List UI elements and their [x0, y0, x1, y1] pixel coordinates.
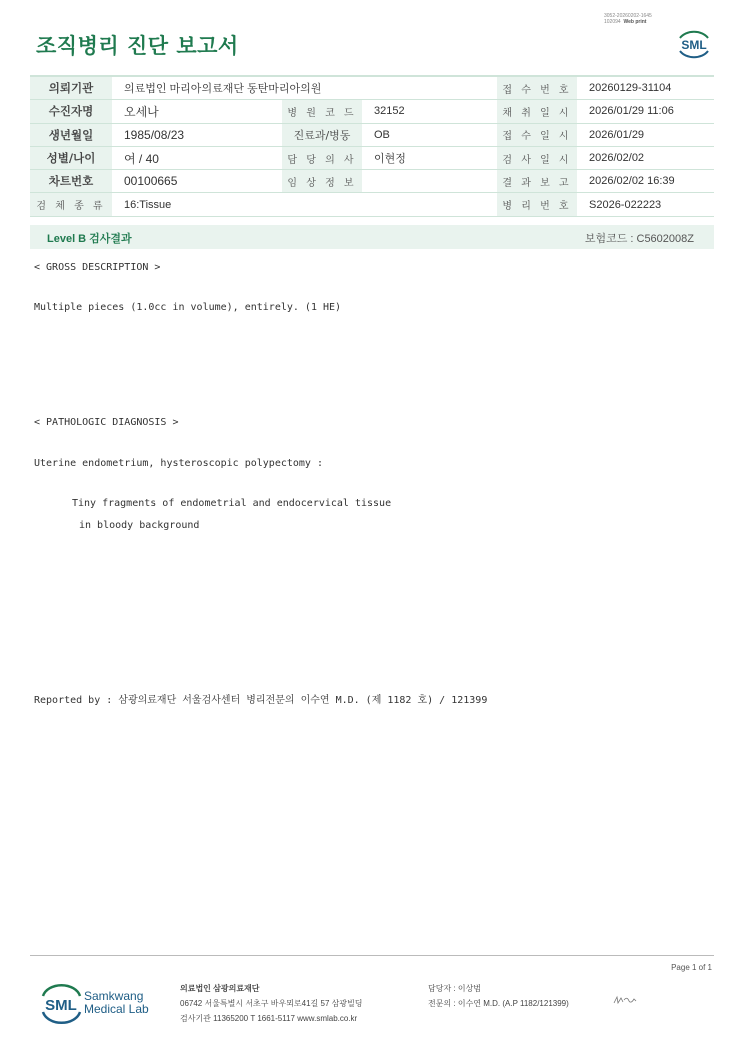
info-label: 의뢰기관 — [30, 76, 112, 100]
info-value: 여 / 40 — [112, 146, 282, 169]
info-value: 이현정 — [362, 146, 497, 169]
sml-logo-text: SML — [681, 38, 707, 52]
info-label: 검 체 종 류 — [30, 193, 112, 216]
brand-line2: Medical Lab — [84, 1002, 149, 1016]
info-value — [362, 170, 497, 193]
info-value: OB — [362, 123, 497, 146]
staff-line: 전문의 : 이수연 M.D. (A.P 1182/121399) — [428, 999, 569, 1008]
brand-name — [84, 990, 149, 1016]
reported-by: Reported by : 삼광의료재단 서울검사센터 병리전문의 이수연 M.D. (제 1182 호) / 121399 — [34, 695, 488, 706]
info-row — [30, 170, 714, 193]
info-label: 접 수 번 호 — [497, 76, 577, 100]
info-value: S2026-022223 — [577, 193, 714, 216]
staff-info — [428, 981, 569, 1011]
info-row — [30, 76, 714, 100]
info-value: 2026/01/29 11:06 — [577, 100, 714, 123]
sml-logo — [672, 26, 716, 62]
diagnosis-line: Tiny fragments of endometrial and endocervical tissue — [72, 498, 392, 509]
info-label: 차트번호 — [30, 170, 112, 193]
info-value: 1985/08/23 — [112, 123, 282, 146]
info-row — [30, 123, 714, 146]
insurance-code: 보험코드 : C5602008Z — [584, 233, 694, 245]
info-value: 의료법인 마리아의료재단 동탄마리아의원 — [112, 76, 497, 100]
result-level-bar — [30, 225, 714, 249]
info-label: 접 수 일 시 — [497, 123, 577, 146]
print-code-line1: 3052-20260202-1645 — [604, 13, 652, 19]
info-row — [30, 146, 714, 169]
staff-line: 담당자 : 이상범 — [428, 984, 482, 993]
info-label: 성별/나이 — [30, 146, 112, 169]
info-label: 생년월일 — [30, 123, 112, 146]
info-label: 병 원 코 드 — [282, 100, 362, 123]
report-title: 조직병리 진단 보고서 — [36, 34, 239, 58]
gross-heading: < GROSS DESCRIPTION > — [34, 262, 161, 273]
info-row — [30, 100, 714, 123]
org-info — [180, 981, 363, 1026]
info-value: 2026/02/02 16:39 — [577, 170, 714, 193]
info-value: 2026/01/29 — [577, 123, 714, 146]
diagnosis-line: in bloody background — [79, 520, 200, 531]
info-label: 검 사 일 시 — [497, 146, 577, 169]
result-level: Level B 검사결과 — [47, 233, 132, 245]
sml-logo-text: SML — [45, 997, 77, 1014]
print-label: Web print — [623, 19, 647, 25]
info-value: 오세나 — [112, 100, 282, 123]
info-label: 결 과 보 고 — [497, 170, 577, 193]
diagnosis-heading: < PATHOLOGIC DIAGNOSIS > — [34, 417, 179, 428]
info-row — [30, 193, 714, 216]
info-label: 수진자명 — [30, 100, 112, 123]
info-label: 채 취 일 시 — [497, 100, 577, 123]
diagnosis-line: Uterine endometrium, hysteroscopic polypectomy : — [34, 458, 323, 469]
signature-mark — [612, 994, 638, 1006]
info-label: 진료과/병동 — [282, 123, 362, 146]
print-code — [604, 13, 652, 25]
org-contact: 검사기관 11365200 T 1661-5117 www.smlab.co.kr — [180, 1014, 358, 1023]
page-number: Page 1 of 1 — [671, 963, 712, 972]
info-label: 담 당 의 사 — [282, 146, 362, 169]
info-label: 병 리 번 호 — [497, 193, 577, 216]
brand-line1: Samkwang — [84, 989, 144, 1003]
info-label: 임 상 정 보 — [282, 170, 362, 193]
org-address: 06742 서울특별시 서초구 바우뫼로41길 57 삼광빌딩 — [180, 999, 363, 1008]
print-code-line2: 102094 — [604, 19, 621, 25]
info-value: 00100665 — [112, 170, 282, 193]
org-name: 의료법인 삼광의료재단 — [180, 984, 260, 993]
info-value: 20260129-31104 — [577, 76, 714, 100]
gross-text: Multiple pieces (1.0cc in volume), entirely. (1 HE) — [34, 302, 342, 313]
patient-info-table — [30, 75, 714, 217]
info-value: 2026/02/02 — [577, 146, 714, 169]
info-value: 32152 — [362, 100, 497, 123]
info-value: 16:Tissue — [112, 193, 497, 216]
footer-divider — [30, 955, 714, 956]
sml-logo — [36, 980, 84, 1026]
